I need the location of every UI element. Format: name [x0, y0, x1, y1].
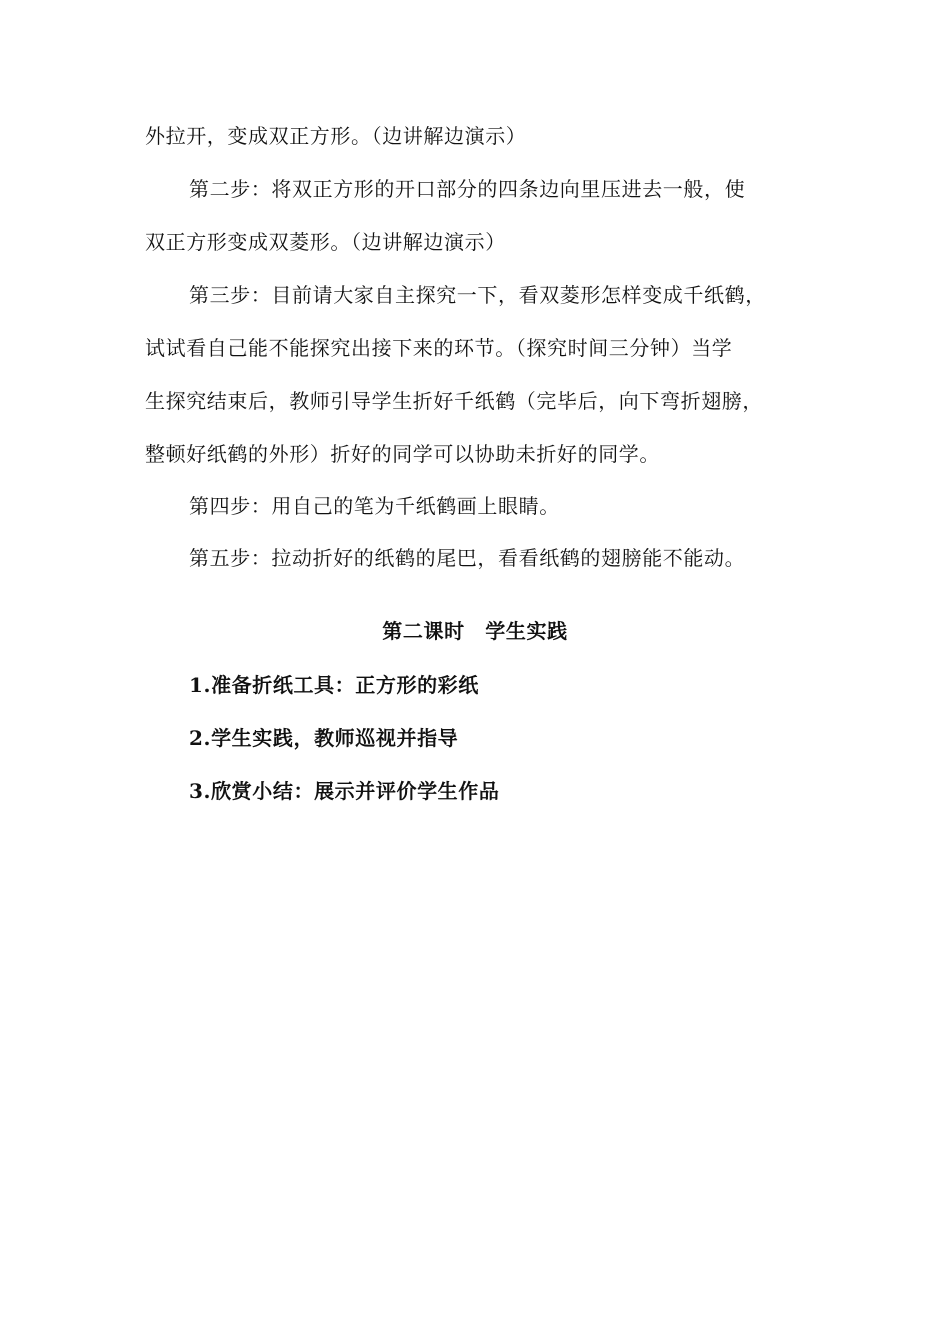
paragraph-line: 第二步：将双正方形的开口部分的四条边向里压进去一般，使 — [189, 177, 746, 201]
paragraph-line: 试试看自己能不能探究出接下来的环节。（探究时间三分钟）当学 — [145, 336, 733, 360]
paragraph-line: 第四步：用自己的笔为千纸鹤画上眼睛。 — [189, 494, 560, 518]
paragraph-line: 双正方形变成双菱形。（边讲解边演示） — [145, 230, 506, 254]
paragraph-line: 第三步：目前请大家自主探究一下，看双菱形怎样变成千纸鹤， — [189, 283, 766, 307]
paragraph-line: 外拉开，变成双正方形。（边讲解边演示） — [145, 124, 527, 148]
step-item: 1.准备折纸工具：正方形的彩纸 — [189, 673, 479, 697]
paragraph-line: 生探究结束后，教师引导学生折好千纸鹤（完毕后，向下弯折翅膀， — [145, 389, 763, 413]
step-item: 2.学生实践，教师巡视并指导 — [189, 726, 459, 750]
section-title: 第二课时 学生实践 — [382, 619, 568, 643]
paragraph-line: 整顿好纸鹤的外形）折好的同学可以协助未折好的同学。 — [145, 442, 660, 466]
paragraph-line: 第五步：拉动折好的纸鹤的尾巴，看看纸鹤的翅膀能不能动。 — [189, 546, 746, 570]
step-item: 3.欣赏小结：展示并评价学生作品 — [189, 779, 500, 803]
